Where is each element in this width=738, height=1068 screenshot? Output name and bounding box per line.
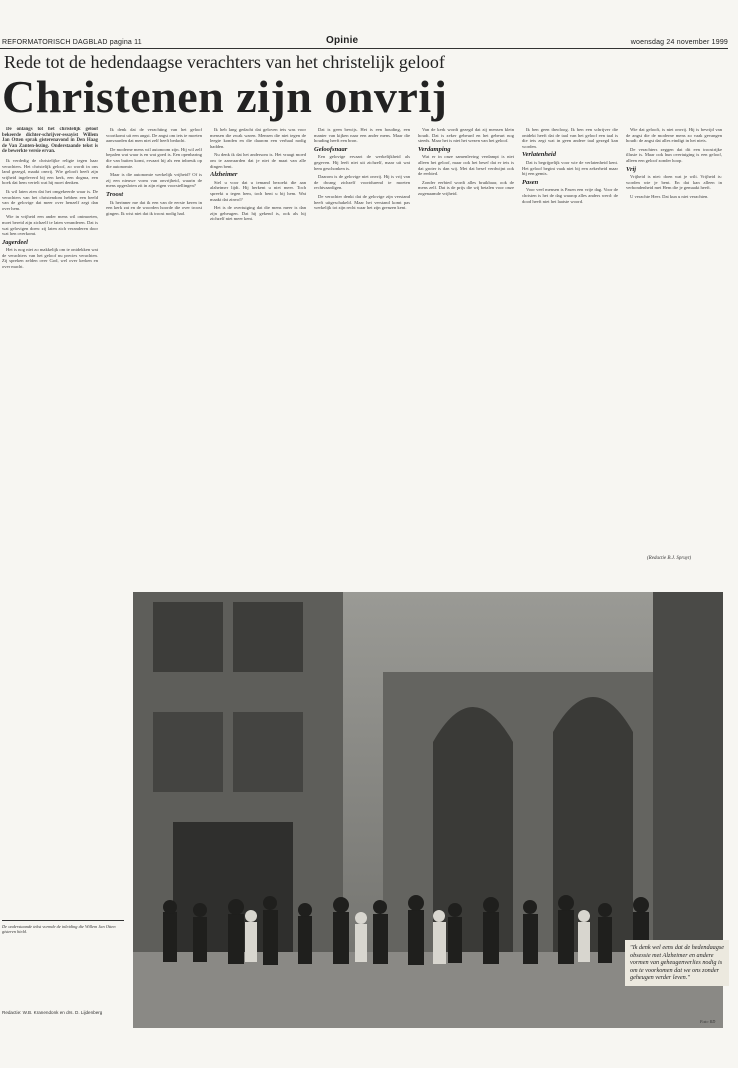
subheading: Verlatenheid [522, 151, 556, 159]
paragraph: Stel u voor dat u iemand bezoekt die aan alzheimer lijdt. Hij herkent u niet meer. Toch spreekt u tegen hem, toch bent u bij hem. Wat maakt dat zinvol? [210, 179, 306, 202]
text-column [210, 127, 306, 587]
paragraph: Wat er in onze samenleving verdampt is niet alleen het geloof, maar ook het besef dat er iets is dat groter is dan wij. Met dat besef verdwijnt ook de eerbied. [418, 154, 514, 177]
paragraph: Wie in vrijheid een ander mens wil ontmoeten, moet bereid zijn zichzelf te laten veranderen. Dat is wat gelovigen doen: zij laten zich veranderen door wat hen overkomt. [2, 214, 98, 237]
kicker: Rede tot de hedendaagse verachters van het christelijk geloof [4, 52, 445, 72]
paragraph: Dat is begrijpelijk voor wie de verlatenheid kent. Het geloof begint vaak niet bij een zekerheid maar bij een gemis. [522, 159, 618, 177]
editor-note: (Redactie B.J. Spruyt) [647, 556, 692, 561]
paragraph: Daarom is de gelovige niet onvrij. Hij is vrij van de dwang zichzelf voortdurend te moeten rechtvaardigen. [314, 174, 410, 191]
section-name: Opinie [326, 35, 359, 46]
caption-left-text: De onderstaande tekst vormde de inleiding die Willem Jan Otten gisteren hield. [2, 924, 116, 935]
text-column [106, 127, 202, 587]
subheading: Geloofsnaar [314, 145, 348, 153]
paragraph: Ik herinner me dat ik een van de eerste keren in een kerk zat en de woorden hoorde die over troost gingen. Ik wist niet dat ik troost nodig had. [106, 199, 202, 216]
text-column [2, 127, 98, 587]
subheading: Alzheimer [210, 171, 238, 179]
headline: Christenen zijn onvrij [2, 71, 448, 122]
paragraph: Van de kerk wordt gezegd dat zij mensen klein houdt. Dat is zeker gebeurd en het gebeurt nog steeds. Maar het is niet het wezen van het geloof. [418, 127, 514, 144]
paragraph: Vrijheid is niet: doen wat je wilt. Vrijheid is: worden wie je bent. En dat kan alleen in verbondenheid met Hem die je gemaakt heeft. [626, 174, 722, 191]
paragraph: Ik verdedig de christelijke religie tegen haar verachters. Het christelijk geloof, zo wordt in ons land gezegd, maakt onvrij. Wie gelooft heeft zijn vrijheid ingeleverd bij een kerk, een dogma, een boek dat hem vertelt wat hij moet denken. [2, 157, 98, 186]
credits: Redactie: W.B. Kranendonk en drs. D. Lijdenberg [2, 1010, 103, 1015]
caption-rule [2, 920, 124, 921]
paragraph: U verachte Heer. Dat kun u niet verachten. [630, 193, 709, 199]
paragraph: Het is de overtuiging dat die mens meer is dan zijn geheugen. Dat hij gekend is, ook als hij zichzelf niet meer kent. [210, 205, 306, 222]
paragraph: Ik ben geen theoloog. Ik ben een schrijver die ontdekt heeft dat de taal van het geloof een taal is die iets zegt wat in geen andere taal gezegd kan worden. [522, 127, 618, 149]
paragraph: Een gelovige ervaart de werkelijkheid als gegeven. Hij leeft niet uit zichzelf, maar uit wat hem geschonken is. [314, 154, 410, 171]
intro-paragraph: De onlangs tot het christelijk geloof bekeerde dichter-schrijver-essayist Willem Jan Otten sprak gisterenavond in Den Haag de Van Zanten-lezing. Onderstaande tekst is de bewerkte versie ervan. [2, 127, 98, 155]
text-column [626, 127, 722, 552]
top-rule [0, 48, 728, 49]
paragraph: De verachters zeggen dat dit een troostrijke illusie is. Maar ook hun overtuiging is een geloof, alleen een geloof zonder hoop. [626, 146, 722, 163]
subheading: Vrij [626, 165, 637, 173]
paragraph: Wie dat gelooft, is niet onvrij. Hij is bevrijd van de angst die de moderne mens zo vaak gevangen houdt: de angst dat alles eindigt in het niets. [626, 127, 722, 144]
paragraph: Het is nog niet zo makkelijk om te ontdekken wat de verachters van het geloof nu precies verachten. Zij spreken zelden over God, wel over kerken en over macht. [2, 247, 98, 270]
paragraph: Ik heb lang gedacht dat geloven iets was voor mensen die zwak waren. Mensen die niet tegen de leegte konden en die daarom een verhaal nodig hadden. [210, 127, 306, 149]
paragraph: De verachter denkt dat de gelovige zijn verstand heeft uitgeschakeld. Maar het verstand komt pas werkelijk tot zijn recht waar het zijn grenzen kent. [314, 193, 410, 211]
running-head-left: REFORMATORISCH DAGBLAD pagina 11 [2, 39, 142, 46]
paragraph: De moderne mens wil autonoom zijn. Hij wil zelf bepalen wat waar is en wat goed is. Een openbaring die van buiten komt, ervaart hij als een inbreuk op die autonomie. [106, 146, 202, 169]
paragraph: Voor veel mensen is Pasen een vrije dag. Voor de christen is het de dag waarop alles anders werd: de dood heeft niet het laatste woord. [522, 187, 618, 204]
running-head-date: woensdag 24 november 1999 [630, 39, 728, 46]
text-column [522, 127, 618, 587]
pull-quote: "Ik denk wel eens dat de hedendaagse obsessie met Alzheimer en andere vormen van geheugenverlies nodig is om te voorkomen dat we ons zonder geheugen verder leven." [625, 940, 729, 986]
paragraph: Zonder eerbied wordt alles bruikbaar, ook de mens zelf. Dat is de prijs die wij betalen voor onze zogenaamde vrijheid. [418, 179, 514, 196]
photo-credit: Foto: RD [700, 1019, 716, 1024]
caption-left [2, 920, 124, 935]
paragraph: Nu denk ik dat het andersom is. Het vraagt moed om te aanvaarden dat je niet de maat van alle dingen bent. [210, 152, 306, 169]
subheading: Verdamping [418, 145, 451, 153]
text-column [314, 127, 410, 587]
running-head [0, 35, 738, 49]
paragraph: Ik wil laten zien dat het omgekeerde waar is. De verachters van het christendom hebben een beeld van de gelovige dat meer over henzelf zegt dan over hem. [2, 188, 98, 211]
text-column [418, 127, 514, 587]
paragraph: Maar is die autonomie werkelijk vrijheid? Of is zij een nieuwe vorm van onvrijheid, waarin de mens opgesloten zit in zijn eigen voorstellingen? [106, 172, 202, 189]
paragraph: Dat is geen bewijs. Het is een houding, een manier van kijken naar een ander mens. Maar die houding heeft een bron. [314, 127, 410, 144]
subheading: Jagerdeel [2, 238, 28, 246]
subheading: Pasen [522, 178, 539, 186]
paragraph: Ik denk dat de verachting van het geloof voortkomt uit een angst. De angst om iets te moeten aanvaarden dat men niet zelf heeft bedacht. [106, 127, 202, 144]
subheading: Troost [106, 190, 124, 198]
